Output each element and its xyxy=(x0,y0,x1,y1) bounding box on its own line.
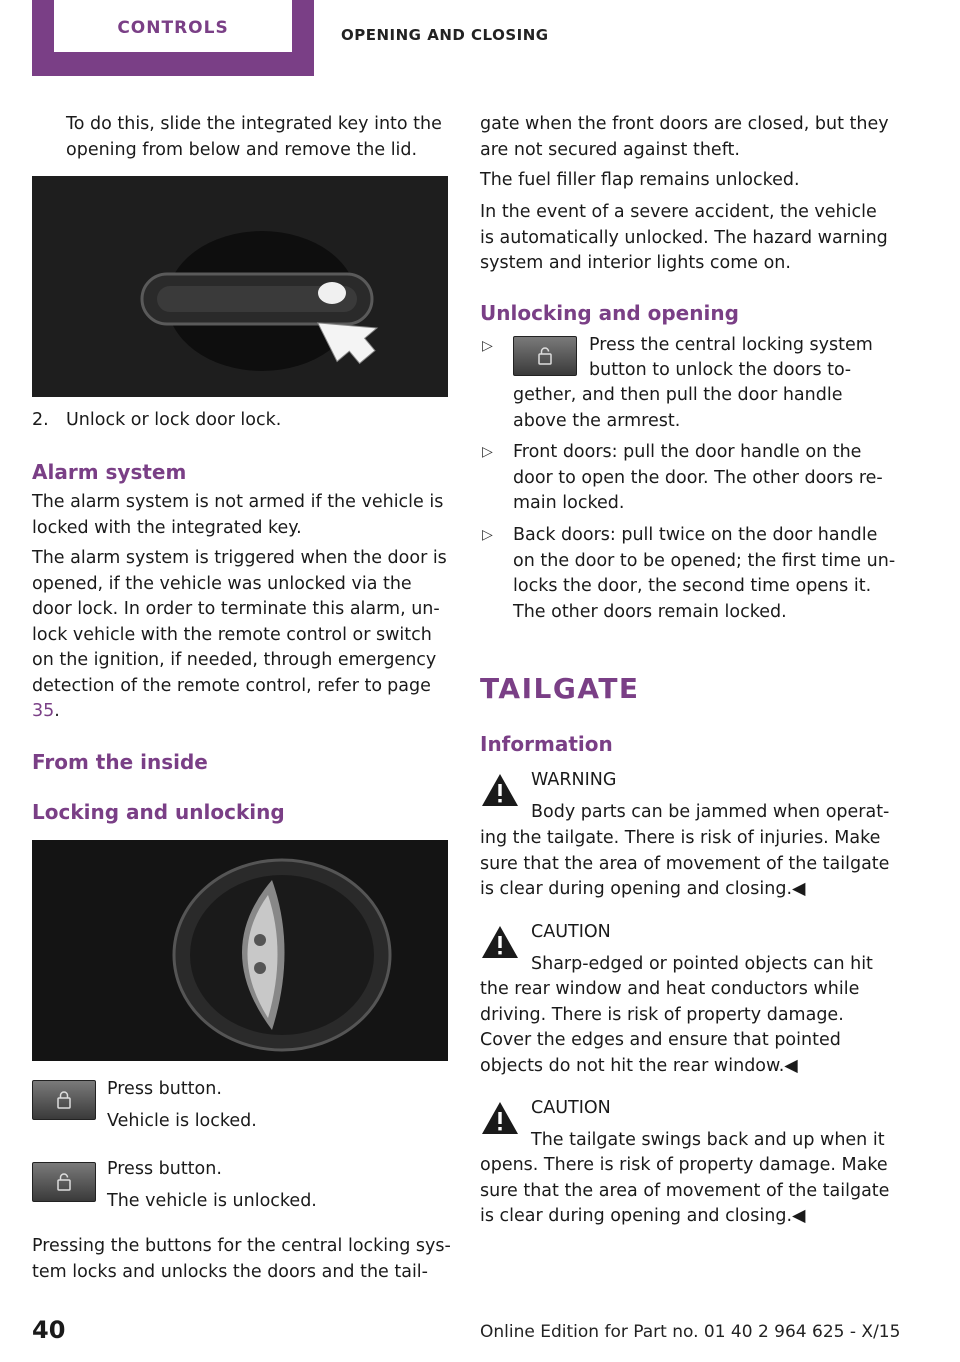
bullet-marker: ▷ xyxy=(482,444,493,460)
bullet-1-line-a: Press the central locking system xyxy=(589,335,873,355)
central-locking-button-icon xyxy=(513,336,577,376)
door-lock-button-photo xyxy=(32,840,448,1061)
locking-unlocking-heading: Locking and unlocking xyxy=(32,800,285,824)
caution-triangle-icon xyxy=(480,1100,520,1136)
bullet-marker: ▷ xyxy=(482,527,493,543)
bullet-3-text: Back doors: pull twice on the door handle on the door to be opened; the first time un‐locks the door, the second time opens it. The other doors remain locked. xyxy=(513,525,896,622)
edition-info: Online Edition for Part no. 01 40 2 964 625 - X/15 xyxy=(480,1322,901,1342)
btn2-result: The vehicle is unlocked. xyxy=(107,1191,317,1211)
tailgate-continuation: gate when the front doors are closed, but they are not secured against theft. xyxy=(480,114,889,160)
warning-1-title: WARNING xyxy=(531,770,617,790)
alarm-paragraph-2: The alarm system is triggered when the door is opened, if the vehicle was unlocked via the door lock. In order to terminate this alarm, un‐lock vehicle with the remote control or switch on the ignition, if needed, through emergency detection of the remote control, refer to xyxy=(32,548,447,696)
page-number: 40 xyxy=(32,1316,66,1344)
caution-1-first-line: Sharp-edged or pointed objects can hit xyxy=(531,954,873,974)
warning-1-body: ing the tailgate. There is risk of injuries. Make sure that the area of movement of the tailgate is clear during opening and closing.◀ xyxy=(480,828,890,899)
alarm-system-heading: Alarm system xyxy=(32,460,187,484)
caution-2-body: opens. There is risk of property damage. Make sure that the area of movement of the tailgate is clear during opening and closing.◀ xyxy=(480,1155,890,1226)
period: . xyxy=(54,701,60,721)
bullet-2-text: Front doors: pull the door handle on the door to open the door. The other doors re‐main locked. xyxy=(513,442,883,513)
caution-2-title: CAUTION xyxy=(531,1098,611,1118)
door-handle-photo xyxy=(32,176,448,397)
caution-2-first-line: The tailgate swings back and up when it xyxy=(531,1130,885,1150)
caution-1-body: the rear window and heat conductors while driving. There is risk of property damage. Cover the edges and ensure that pointed objects do not hit the rear window.◀ xyxy=(480,979,860,1076)
accident-paragraph: In the event of a severe accident, the vehicle is automatically unlocked. The hazard warning system and interior lights come on. xyxy=(480,202,888,273)
unlock-button-icon xyxy=(32,1162,96,1202)
bullet-marker: ▷ xyxy=(482,338,493,354)
tailgate-heading: TAILGATE xyxy=(480,672,640,705)
btn1-result: Vehicle is locked. xyxy=(107,1111,257,1131)
unlocking-opening-heading: Unlocking and opening xyxy=(480,301,739,325)
from-inside-heading: From the inside xyxy=(32,750,208,774)
warning-triangle-icon xyxy=(480,772,520,808)
btn1-press: Press button. xyxy=(107,1079,222,1099)
alarm-paragraph-2-block xyxy=(32,546,448,725)
chapter-tab-label[interactable]: CONTROLS xyxy=(54,0,292,52)
caution-triangle-icon xyxy=(480,924,520,960)
bullet-1-line-b: button to unlock the doors to‐ xyxy=(589,360,852,380)
page-word: page xyxy=(387,675,431,696)
alarm-paragraph-1: The alarm system is not armed if the vehicle is locked with the integrated key. xyxy=(32,492,444,538)
central-locking-paragraph: Pressing the buttons for the central locking sys‐tem locks and unlocks the doors and the tail‐ xyxy=(32,1236,451,1282)
section-title: OPENING AND CLOSING xyxy=(341,26,549,44)
page-35-link[interactable]: 35 xyxy=(32,701,55,721)
step-2-number: 2. xyxy=(32,410,49,430)
warning-1-first-line: Body parts can be jammed when operat‐ xyxy=(531,802,890,822)
lock-button-icon xyxy=(32,1080,96,1120)
step-2-text: Unlock or lock door lock. xyxy=(66,410,282,430)
btn2-press: Press button. xyxy=(107,1159,222,1179)
bullet-1-line-c: gether, and then pull the door handle above the armrest. xyxy=(513,385,843,431)
intro-paragraph: To do this, slide the integrated key into the opening from below and remove the lid. xyxy=(66,114,442,160)
fuel-flap-paragraph: The fuel filler flap remains unlocked. xyxy=(480,170,800,190)
information-heading: Information xyxy=(480,732,613,756)
caution-1-title: CAUTION xyxy=(531,922,611,942)
header-bar xyxy=(0,0,960,76)
